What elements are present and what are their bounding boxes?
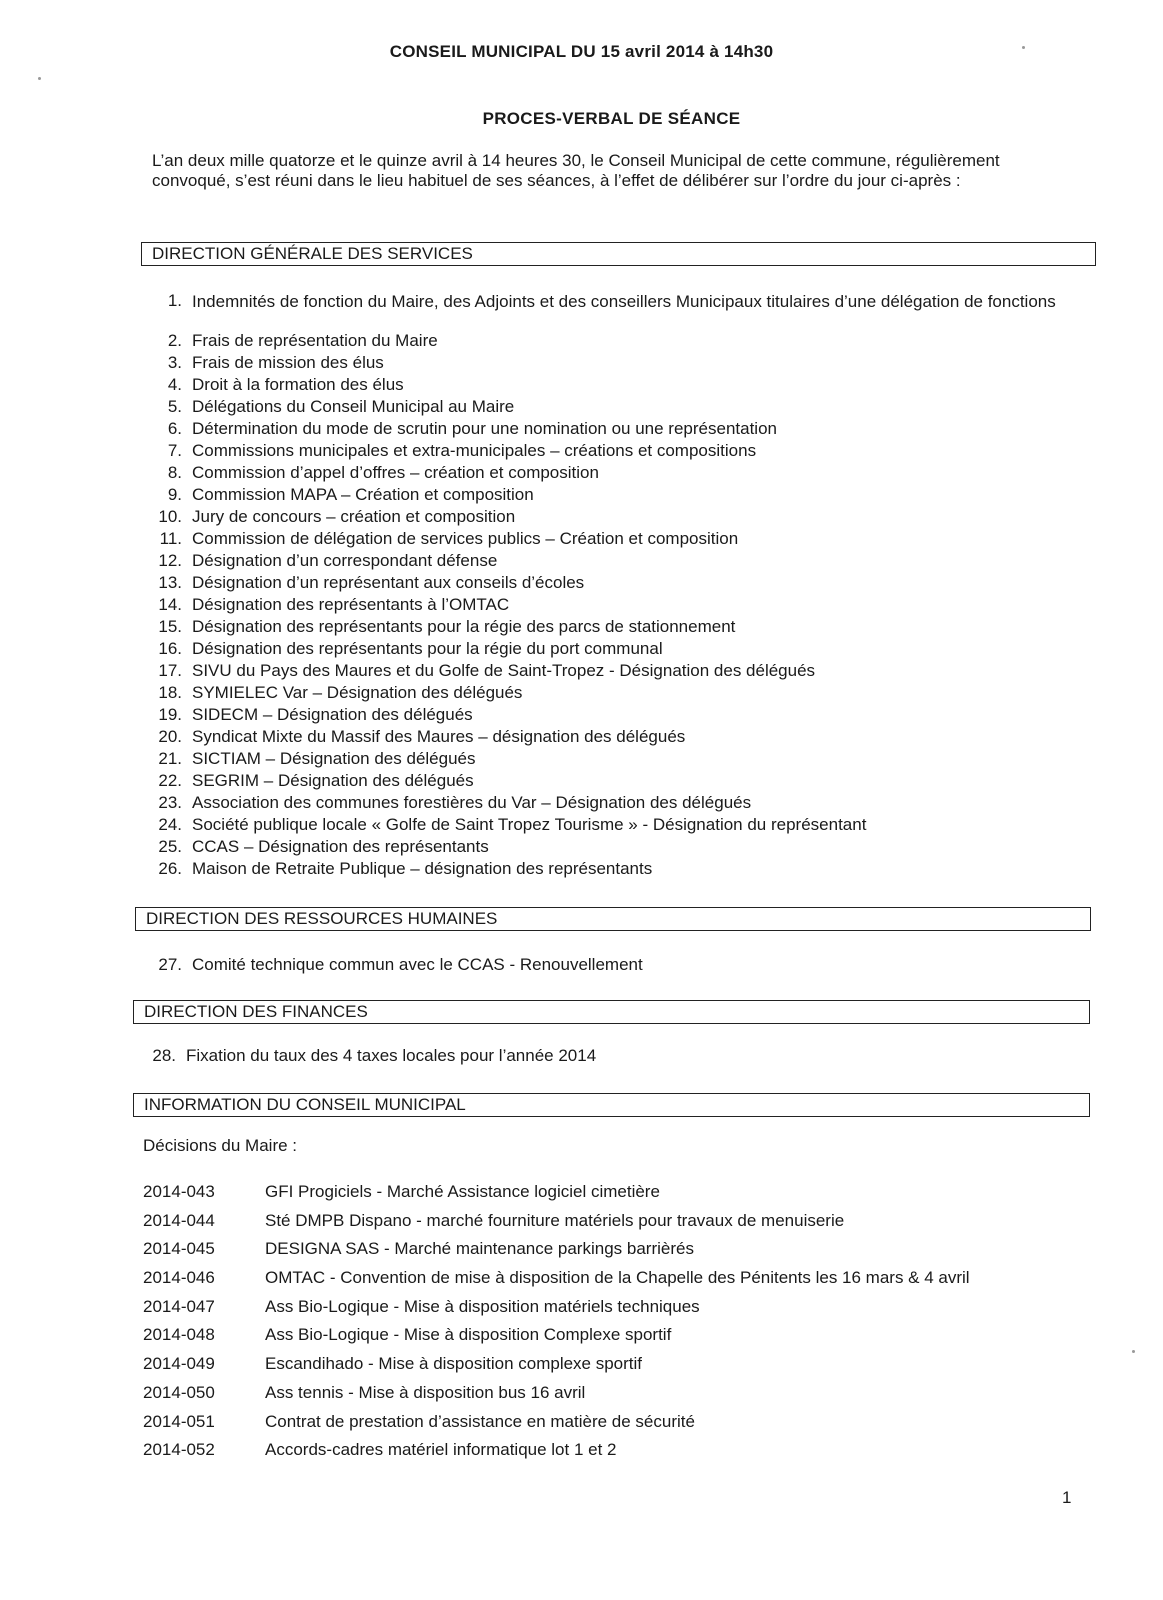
section-heading-label: INFORMATION DU CONSEIL MUNICIPAL bbox=[144, 1095, 466, 1114]
agenda-item-number: 3. bbox=[167, 353, 182, 372]
agenda-item-text: Désignation des représentants à l’OMTAC bbox=[192, 595, 510, 614]
decision-description: GFI Progiciels - Marché Assistance logiciel cimetière bbox=[265, 1182, 660, 1201]
section-heading-info bbox=[133, 1093, 1090, 1117]
agenda-item-text: Commission de délégation de services publics – Création et composition bbox=[192, 529, 739, 548]
agenda-item bbox=[150, 954, 1090, 976]
intro-paragraph: L’an deux mille quatorze et le quinze avril à 14 heures 30, le Conseil Municipal de cette commune, régulièrement convoqué, s’est réuni dans le lieu habituel de ses séances, à l’effet de délibérer sur l’ordre du jour ci-après : bbox=[152, 151, 1000, 190]
document-subtitle: PROCES-VERBAL DE SÉANCE bbox=[482, 109, 741, 128]
agenda-item bbox=[150, 418, 1090, 440]
decision-description: Ass Bio-Logique - Mise à disposition Complexe sportif bbox=[265, 1325, 672, 1345]
agenda-item bbox=[150, 792, 1090, 814]
agenda-item bbox=[150, 814, 1090, 836]
agenda-item-number: 17. bbox=[158, 661, 182, 680]
section-heading-drh bbox=[135, 907, 1091, 931]
agenda-item-text: Syndicat Mixte du Massif des Maures – désignation des délégués bbox=[192, 727, 686, 746]
agenda-item-text: Droit à la formation des élus bbox=[192, 375, 404, 394]
agenda-item bbox=[150, 440, 1090, 462]
agenda-item bbox=[150, 506, 1090, 528]
agenda-item-number: 22. bbox=[158, 771, 182, 790]
agenda-item bbox=[150, 660, 1090, 682]
agenda-item bbox=[150, 550, 1090, 572]
agenda-item-number: 25. bbox=[158, 837, 182, 856]
agenda-item-text: Désignation d’un représentant aux conseils d’écoles bbox=[192, 573, 585, 592]
agenda-item-number: 7. bbox=[167, 441, 182, 460]
agenda-item-text: Détermination du mode de scrutin pour une nomination ou une représentation bbox=[192, 419, 777, 438]
agenda-item bbox=[150, 290, 1090, 330]
agenda-item bbox=[150, 594, 1090, 616]
agenda-item-text: Commission MAPA – Création et composition bbox=[192, 485, 534, 504]
agenda-item-number: 1. bbox=[167, 291, 182, 310]
agenda-item-text: Indemnités de fonction du Maire, des Adjoints et des conseillers Municipaux titulaires d’une délégation de fonctions bbox=[192, 292, 1056, 311]
page-number: 1 bbox=[1062, 1488, 1072, 1507]
agenda-item-number: 9. bbox=[167, 485, 182, 504]
agenda-item bbox=[150, 572, 1090, 594]
agenda-item bbox=[150, 682, 1090, 704]
agenda-item-number: 19. bbox=[158, 705, 182, 724]
decision-code: 2014-049 bbox=[143, 1354, 215, 1374]
decision-description: Accords-cadres matériel informatique lot 1 et 2 bbox=[265, 1440, 617, 1460]
agenda-item-text: Délégations du Conseil Municipal au Maire bbox=[192, 397, 515, 416]
agenda-item-text: Commission d’appel d’offres – création et composition bbox=[192, 463, 599, 482]
agenda-item-text: Désignation d’un correspondant défense bbox=[192, 551, 498, 570]
decision-code: 2014-046 bbox=[143, 1268, 215, 1288]
decision-description: Escandihado - Mise à disposition complexe sportif bbox=[265, 1354, 643, 1374]
agenda-item bbox=[150, 528, 1090, 550]
agenda-item-number: 5. bbox=[167, 397, 182, 416]
agenda-item bbox=[150, 352, 1090, 374]
decision-code: 2014-045 bbox=[143, 1239, 215, 1259]
agenda-item-number: 27. bbox=[158, 955, 182, 974]
agenda-item-text: Désignation des représentants pour la régie du port communal bbox=[192, 639, 663, 658]
agenda-item-text: CCAS – Désignation des représentants bbox=[192, 837, 489, 856]
agenda-item-number: 10. bbox=[158, 507, 182, 526]
agenda-item-number: 8. bbox=[167, 463, 182, 482]
agenda-item-text: Association des communes forestières du Var – Désignation des délégués bbox=[192, 793, 752, 812]
agenda-item bbox=[150, 616, 1090, 638]
agenda-item-number: 15. bbox=[158, 617, 182, 636]
agenda-item-text: SEGRIM – Désignation des délégués bbox=[192, 771, 474, 790]
agenda-item-number: 12. bbox=[158, 551, 182, 570]
agenda-item-number: 11. bbox=[159, 529, 182, 548]
agenda-item-number: 13. bbox=[158, 573, 182, 592]
section-heading-dgs bbox=[141, 242, 1096, 266]
agenda-item-text: Maison de Retraite Publique – désignation des représentants bbox=[192, 859, 653, 878]
scan-speck bbox=[1132, 1350, 1135, 1353]
decision-description: DESIGNA SAS - Marché maintenance parkings barrièrés bbox=[265, 1239, 694, 1259]
agenda-item-text: Société publique locale « Golfe de Saint Tropez Tourisme » - Désignation du représentant bbox=[192, 815, 867, 834]
agenda-item-number: 26. bbox=[158, 859, 182, 878]
decision-description: Sté DMPB Dispano - marché fourniture matériels pour travaux de menuiserie bbox=[265, 1210, 845, 1230]
agenda-item-text: Comité technique commun avec le CCAS - Renouvellement bbox=[192, 955, 643, 974]
agenda-item bbox=[150, 396, 1090, 418]
decisions-label: Décisions du Maire : bbox=[143, 1136, 298, 1155]
scan-speck bbox=[38, 77, 41, 80]
agenda-item bbox=[150, 858, 1090, 880]
document-title: CONSEIL MUNICIPAL DU 15 avril 2014 à 14h30 bbox=[389, 42, 774, 61]
agenda-item bbox=[150, 836, 1090, 858]
agenda-item-number: 21. bbox=[158, 749, 182, 768]
section-heading-finances bbox=[133, 1000, 1090, 1024]
decision-code: 2014-044 bbox=[143, 1210, 215, 1230]
agenda-item-text: Désignation des représentants pour la régie des parcs de stationnement bbox=[192, 617, 736, 636]
scan-speck bbox=[1022, 46, 1025, 49]
agenda-item bbox=[150, 330, 1090, 352]
agenda-item-number: 18. bbox=[158, 683, 182, 702]
section-heading-label: DIRECTION DES FINANCES bbox=[144, 1002, 368, 1021]
agenda-item bbox=[150, 638, 1090, 660]
agenda-item-text: Frais de mission des élus bbox=[192, 353, 384, 372]
decision-code: 2014-052 bbox=[143, 1440, 215, 1460]
decision-code: 2014-048 bbox=[143, 1325, 215, 1345]
decision-description: Ass Bio-Logique - Mise à disposition matériels techniques bbox=[265, 1296, 700, 1316]
section-heading-label: DIRECTION GÉNÉRALE DES SERVICES bbox=[152, 244, 473, 263]
decision-code: 2014-050 bbox=[143, 1382, 215, 1402]
agenda-item-text: Jury de concours – création et composition bbox=[192, 507, 516, 526]
agenda-item-number: 2. bbox=[167, 331, 182, 350]
agenda-item-number: 20. bbox=[158, 727, 182, 746]
agenda-item-text: SIVU du Pays des Maures et du Golfe de Saint-Tropez - Désignation des délégués bbox=[192, 661, 816, 680]
agenda-item bbox=[150, 484, 1090, 506]
agenda-list-dgs bbox=[150, 290, 1090, 880]
agenda-item-number: 4. bbox=[167, 375, 182, 394]
decision-code: 2014-043 bbox=[143, 1182, 215, 1201]
decision-description: OMTAC - Convention de mise à disposition de la Chapelle des Pénitents les 16 mars & 4 avril bbox=[265, 1268, 970, 1288]
agenda-list-finances bbox=[144, 1045, 1084, 1067]
agenda-item-number: 24. bbox=[158, 815, 182, 834]
agenda-item-text: SIDECM – Désignation des délégués bbox=[192, 705, 473, 724]
agenda-item-text: Commissions municipales et extra-municipales – créations et compositions bbox=[192, 441, 757, 460]
agenda-item bbox=[150, 726, 1090, 748]
agenda-item bbox=[150, 704, 1090, 726]
agenda-item-number: 14. bbox=[158, 595, 182, 614]
agenda-item-number: 16. bbox=[158, 639, 182, 658]
decision-code: 2014-047 bbox=[143, 1296, 215, 1316]
decision-description: Contrat de prestation d’assistance en matière de sécurité bbox=[265, 1411, 695, 1431]
agenda-list-drh bbox=[150, 954, 1090, 976]
section-heading-label: DIRECTION DES RESSOURCES HUMAINES bbox=[146, 909, 498, 928]
agenda-item-number: 23. bbox=[158, 793, 182, 812]
agenda-item-text: Frais de représentation du Maire bbox=[192, 331, 438, 350]
agenda-item bbox=[150, 770, 1090, 792]
agenda-item-number: 6. bbox=[167, 419, 182, 438]
agenda-item bbox=[150, 374, 1090, 396]
agenda-item bbox=[150, 462, 1090, 484]
agenda-item-text: SYMIELEC Var – Désignation des délégués bbox=[192, 683, 523, 702]
agenda-item bbox=[144, 1045, 1084, 1067]
agenda-item-text: SICTIAM – Désignation des délégués bbox=[192, 749, 476, 768]
agenda-item bbox=[150, 748, 1090, 770]
agenda-item-text: Fixation du taux des 4 taxes locales pour l’année 2014 bbox=[186, 1046, 597, 1065]
decision-description: Ass tennis - Mise à disposition bus 16 avril bbox=[265, 1382, 586, 1402]
decision-code: 2014-051 bbox=[143, 1411, 215, 1431]
agenda-item-number: 28. bbox=[152, 1046, 176, 1065]
